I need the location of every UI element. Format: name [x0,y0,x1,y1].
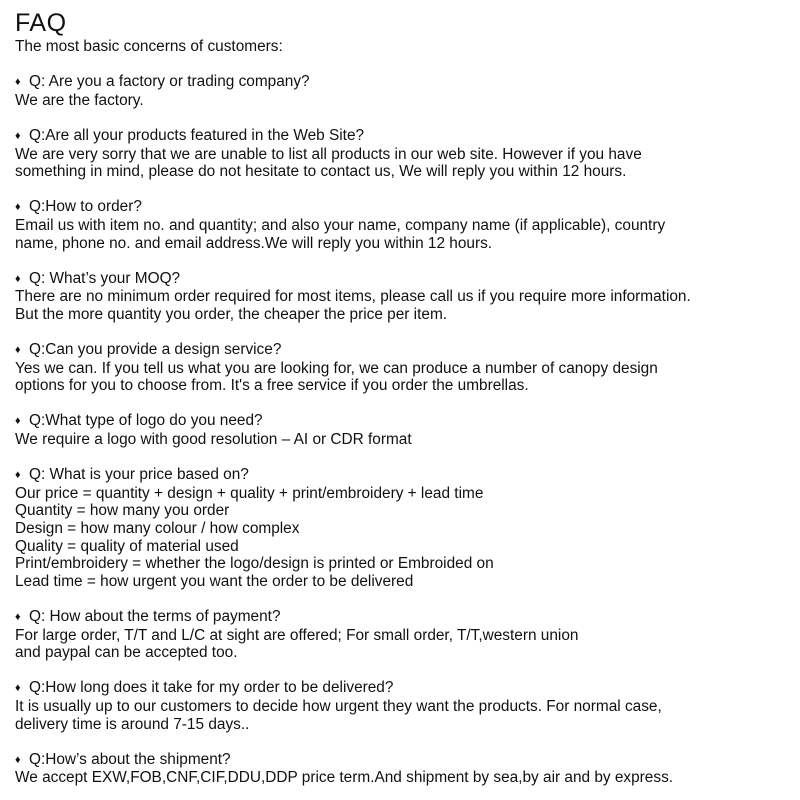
faq-question [15,412,795,431]
faq-answer-line: We require a logo with good resolution – AI or CDR format [15,431,412,449]
faq-answer-line: Our price = quantity + design + quality + print/embroidery + lead time [15,484,484,502]
faq-question [15,679,795,698]
faq-question [15,73,795,92]
faq-item [15,198,795,252]
faq-item [15,751,795,787]
faq-item [15,679,795,733]
faq-answer-line: Quantity = how many you order [15,502,230,520]
faq-item [15,466,795,590]
diamond-bullet-icon: ♦ [15,611,21,623]
faq-answer-line: Design = how many colour / how complex [15,520,300,538]
faq-answer-line: But the more quantity you order, the cheaper the price per item. [15,305,448,323]
page-title: FAQ [15,9,67,37]
faq-question-text: Q: What is your price based on? [29,466,249,484]
diamond-bullet-icon: ♦ [15,682,21,695]
faq-answer-line: Email us with item no. and quantity; and also your name, company name (if applicable), country [15,216,666,234]
faq-answer-line: and paypal can be accepted too. [15,644,238,662]
faq-question-text: Q:How’s about the shipment? [29,750,231,768]
faq-answer-line: Quality = quality of material used [15,537,239,555]
faq-question [15,466,795,485]
faq-answer-line: We are very sorry that we are unable to list all products in our web site. However if you have [15,145,642,163]
faq-answer-line: name, phone no. and email address.We will reply you within 12 hours. [15,234,493,252]
faq-page [15,9,795,787]
faq-item [15,341,795,395]
faq-question [15,751,795,770]
diamond-bullet-icon: ♦ [15,344,21,357]
faq-question [15,608,795,627]
faq-answer-line: For large order, T/T and L/C at sight are offered; For small order, T/T,western union [15,626,579,644]
faq-answer-line: Print/embroidery = whether the logo/design is printed or Embroided on [15,555,494,573]
diamond-bullet-icon: ♦ [15,469,21,482]
diamond-bullet-icon: ♦ [15,753,21,766]
faq-question-text: Q:What type of logo do you need? [29,412,263,430]
faq-question-text: Q:Can you provide a design service? [29,341,282,359]
faq-item [15,608,795,662]
faq-answer-line: Yes we can. If you tell us what you are looking for, we can produce a number of canopy design [15,359,658,377]
faq-question-text: Q: What’s your MOQ? [29,269,181,287]
faq-answer-line: We are the factory. [15,91,144,109]
faq-answer-line: It is usually up to our customers to decide how urgent they want the products. For normal case, [15,697,662,715]
faq-answer-line: options for you to choose from. It's a free service if you order the umbrellas. [15,377,529,395]
diamond-bullet-icon: ♦ [15,272,21,285]
faq-question-text: Q:How to order? [29,198,142,216]
faq-answer-line: There are no minimum order required for most items, please call us if you require more information. [15,288,691,306]
faq-item [15,412,795,448]
faq-question-text: Q: How about the terms of payment? [29,608,281,625]
page-subtitle: The most basic concerns of customers: [15,38,283,55]
faq-answer-line: We accept EXW,FOB,CNF,CIF,DDU,DDP price term.And shipment by sea,by air and by express. [15,769,674,787]
faq-question [15,341,795,360]
faq-item [15,127,795,181]
faq-question-text: Q:How long does it take for my order to be delivered? [29,679,394,697]
diamond-bullet-icon: ♦ [15,129,21,142]
faq-item [15,73,795,109]
faq-question [15,270,795,289]
diamond-bullet-icon: ♦ [15,76,21,89]
faq-question [15,198,795,217]
diamond-bullet-icon: ♦ [15,415,21,428]
faq-item [15,270,795,324]
faq-answer-line: delivery time is around 7-15 days.. [15,715,250,733]
diamond-bullet-icon: ♦ [15,201,21,214]
faq-list [15,73,795,787]
faq-answer-line: Lead time = how urgent you want the order to be delivered [15,572,414,590]
faq-question [15,127,795,146]
faq-question-text: Q: Are you a factory or trading company? [29,73,310,91]
faq-answer-line: something in mind, please do not hesitate to contact us, We will reply you within 12 hours. [15,163,627,181]
faq-question-text: Q:Are all your products featured in the Web Site? [29,126,365,144]
